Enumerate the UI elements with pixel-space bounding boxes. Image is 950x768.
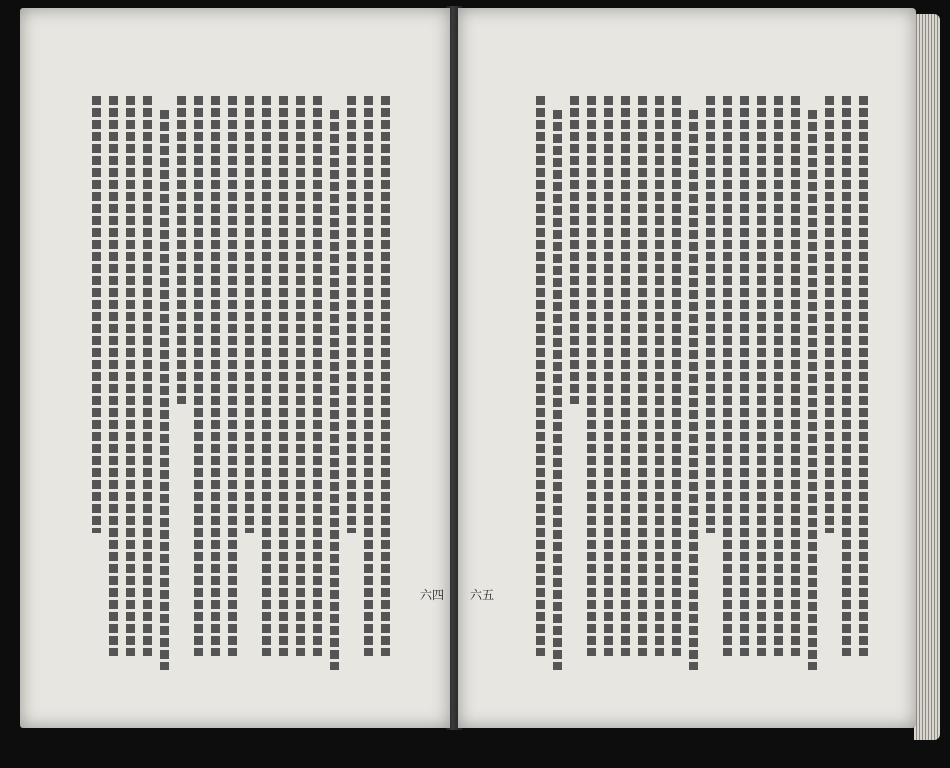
page-number-right: 六五: [470, 588, 495, 602]
text-line: [859, 96, 868, 656]
text-line: [774, 96, 783, 656]
text-line: [723, 96, 732, 656]
text-line: [706, 96, 715, 533]
text-line: [655, 96, 664, 656]
text-line: [194, 96, 203, 656]
text-line: [536, 96, 545, 656]
text-line: [143, 96, 152, 656]
text-line: [689, 110, 698, 670]
text-line: [621, 96, 630, 656]
text-line: [364, 96, 373, 656]
page-edges: [914, 14, 940, 740]
text-line: [672, 96, 681, 656]
text-line: [553, 110, 562, 670]
left-page: [20, 8, 450, 728]
text-line: [638, 96, 647, 656]
text-line: [126, 96, 135, 656]
right-page: [458, 8, 916, 728]
text-line: [808, 110, 817, 670]
text-line: [160, 110, 169, 670]
text-line: [330, 110, 339, 670]
body-text-right: [478, 96, 868, 656]
text-line: [842, 96, 851, 656]
text-line: [791, 96, 800, 656]
text-line: [211, 96, 220, 656]
text-line: [587, 96, 596, 656]
text-line: [279, 96, 288, 656]
text-line: [347, 96, 356, 533]
text-line: [825, 96, 834, 533]
text-line: [109, 96, 118, 656]
text-line: [92, 96, 101, 533]
text-line: [570, 96, 579, 404]
text-line: [296, 96, 305, 656]
page-number-left: 六四: [420, 588, 445, 602]
text-line: [228, 96, 237, 656]
text-line: [313, 96, 322, 656]
body-text-left: [40, 96, 390, 656]
text-line: [757, 96, 766, 656]
text-line: [381, 96, 390, 656]
text-line: [740, 96, 749, 656]
text-line: [177, 96, 186, 404]
text-line: [262, 96, 271, 656]
text-line: [604, 96, 613, 656]
text-line: [245, 96, 254, 533]
